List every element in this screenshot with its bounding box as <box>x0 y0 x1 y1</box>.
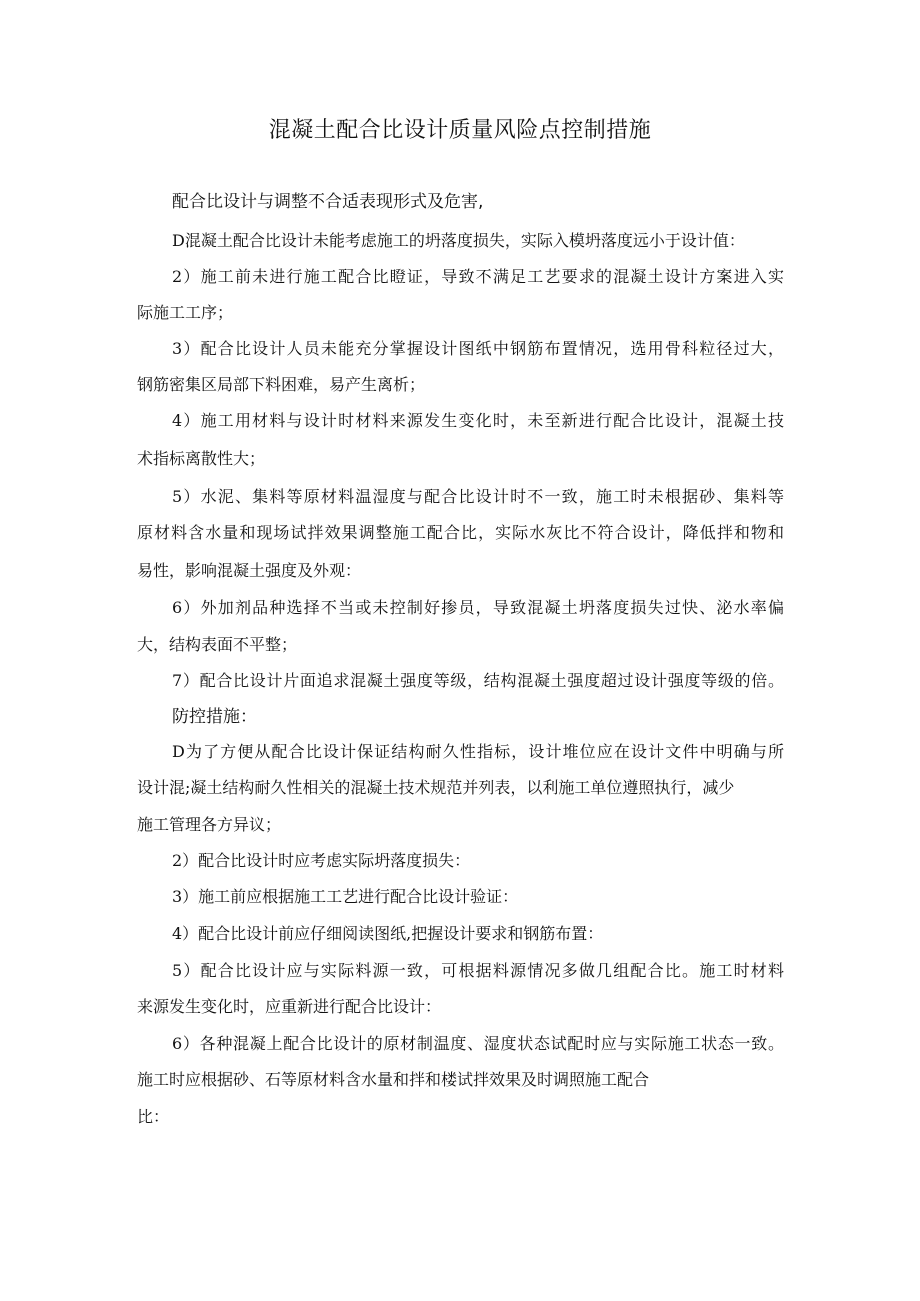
hazard-item-2 <box>172 266 784 288</box>
measure-item-5-cont: 来源发生变化时，应重新进行配合比设计： <box>137 997 442 1016</box>
hazard-item-7-line-1: 7）配合比设计片面追求混凝土强度等级，结构混凝土强度超过设计强度等级的倍。 <box>172 671 784 690</box>
measure-item-4: 4）配合比设计前应仔细阅读图纸,把握设计要求和钢筋布置： <box>172 924 604 943</box>
measure-item-3: 3）施工前应根据施工工艺进行配合比设计验证： <box>172 887 519 906</box>
hazard-item-5 <box>172 486 784 508</box>
section-heading-measures: 防控措施： <box>172 707 257 727</box>
hazard-item-4 <box>172 410 784 432</box>
hazard-item-5-line-2-text: 原材料含水量和现场试拌效果调整施工配合比，实际水灰比不符合设计，降低拌和物和 <box>137 523 784 542</box>
measure-item-6 <box>172 1033 784 1055</box>
hazard-item-6-line-1: 6）外加剂品种选择不当或未控制好掺员，导致混凝土坍落度损失过快、泌水率偏 <box>172 598 784 617</box>
hazard-item-7 <box>172 670 784 692</box>
measure-item-5-line-1: 5）配合比设计应与实际料源一致，可根据料源情况多做几组配合比。施工时材料 <box>172 961 784 980</box>
measure-item-6-line-1: 6）各种混凝上配合比设计的原材制温度、湿度状态试配时应与实际施工状态一致。 <box>172 1034 784 1053</box>
measure-item-6-line-2: 施工时应根据砂、石等原材料含水量和拌和楼试拌效果及时调照施工配合 <box>137 1070 650 1089</box>
measure-item-1-line-2: 设计混;凝土结构耐久性相关的混凝土技术规范并列表，以利施工单位遵照执行，减少 <box>137 778 735 797</box>
page-title: 混凝土配合比设计质量风险点控制措施 <box>268 118 652 143</box>
hazard-item-2-cont: 际施工工序； <box>137 303 234 322</box>
measure-item-2: 2）配合比设计时应考虑实际坍落度损失： <box>172 851 471 870</box>
measure-item-6-cont: 比： <box>137 1107 170 1126</box>
hazard-item-6-cont: 大，结构表面不平整； <box>137 635 298 654</box>
measure-item-1-line-1: D为了方便从配合比设计保证结构耐久性指标，设计堆位应在设计文件中明确与所 <box>172 742 784 761</box>
measure-item-1 <box>172 741 784 763</box>
measure-item-1-cont: 施工管理各方异议； <box>137 815 282 834</box>
hazard-item-5-line-2 <box>137 522 784 544</box>
hazard-item-4-cont: 术指标离散性大； <box>137 449 266 468</box>
hazard-item-4-line-1: 4）施工用材料与设计时材料来源发生变化时，未至新进行配合比设计，混凝土技 <box>172 411 784 430</box>
hazard-item-5-cont: 易性，影响混凝土强度及外观： <box>137 561 362 580</box>
hazard-item-3 <box>172 338 784 360</box>
hazard-item-6 <box>172 597 784 619</box>
section-heading-hazards: 配合比设计与调整不合适表现形式及危害, <box>172 192 484 212</box>
hazard-item-1: D混凝土配合比设计未能考虑施工的坍落度损失，实际入模坍落度远小于设计值： <box>172 231 745 250</box>
hazard-item-2-line-1: 2）施工前未进行施工配合比瞪证，导致不满足工艺要求的混凝土设计方案进入实 <box>172 267 784 286</box>
hazard-item-3-cont: 钢筋密集区局部下料困难，易产生离析； <box>137 375 426 394</box>
measure-item-5 <box>172 960 784 982</box>
hazard-item-5-line-1: 5）水泥、集料等原材料温湿度与配合比设计时不一致，施工时未根据砂、集料等 <box>172 487 784 506</box>
hazard-item-3-line-1: 3）配合比设计人员未能充分掌握设计图纸中钢筋布置情况，选用骨科粒径过大， <box>172 339 784 358</box>
